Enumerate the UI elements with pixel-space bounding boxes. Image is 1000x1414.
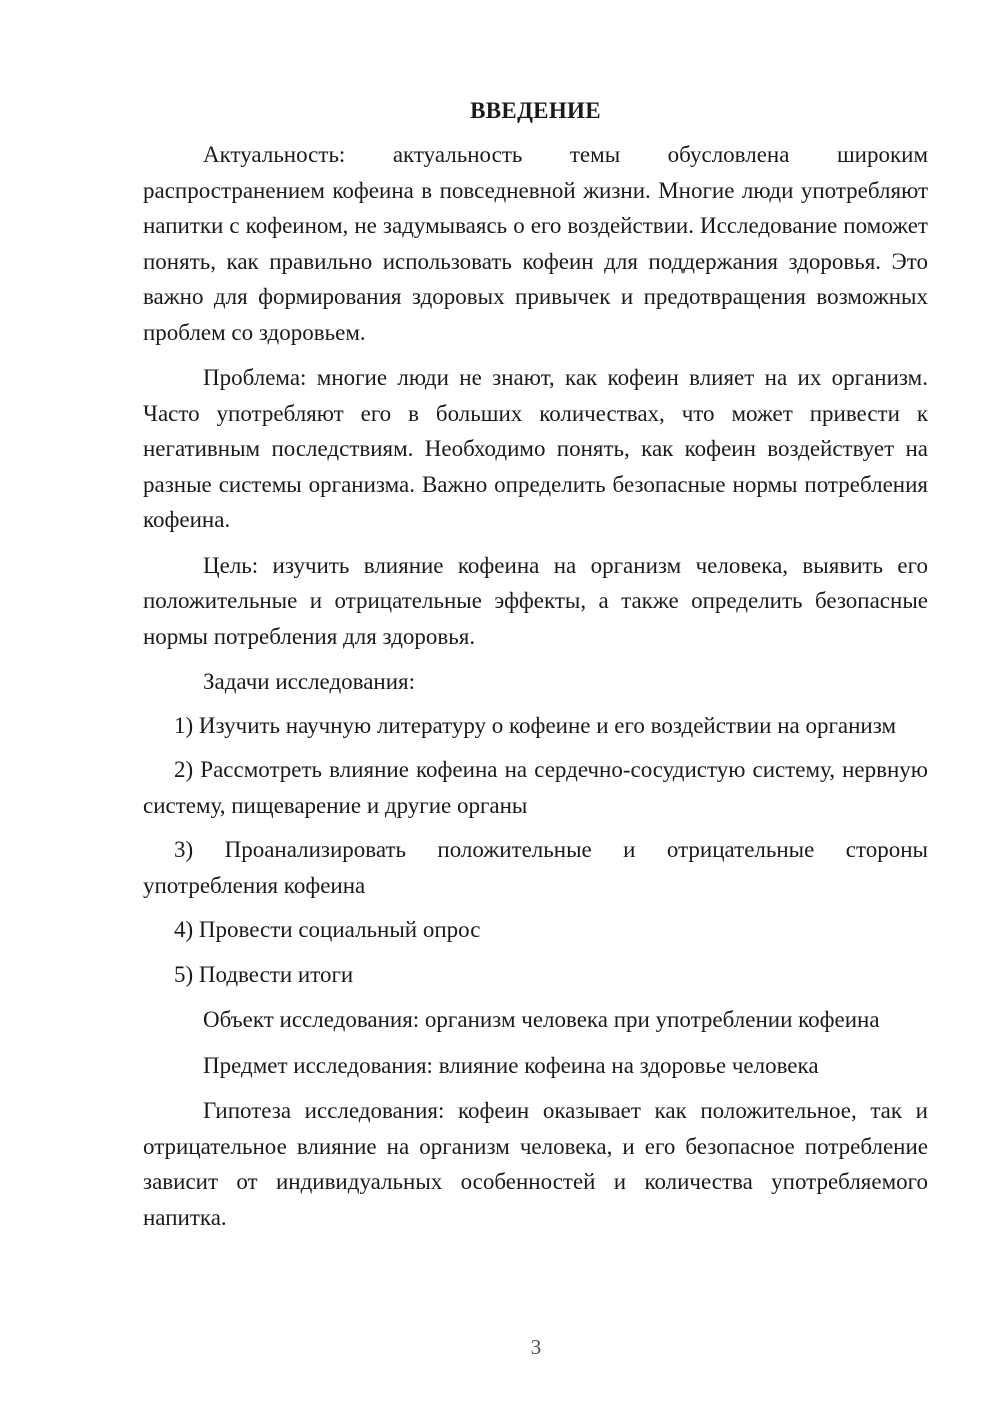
document-page — [143, 96, 928, 1235]
tasks-heading: Задачи исследования: — [203, 669, 416, 694]
section-title: ВВЕДЕНИЕ — [470, 98, 601, 123]
subject-paragraph: Предмет исследования: влияние кофеина на здоровье человека — [203, 1052, 819, 1078]
task-item: 5) Подвести итоги — [174, 961, 354, 987]
task-item: 1) Изучить научную литературу о кофеине и его воздействии на организм — [174, 712, 897, 738]
goal-paragraph: Цель: изучить влияние кофеина на организм человека, выявить его положительные и отрицательные эффекты, а также определить безопасные нормы потребления для здоровья. — [143, 552, 928, 649]
task-item: 4) Провести социальный опрос — [174, 917, 481, 942]
task-item: 3) Проанализировать положительные и отрицательные стороны употребления кофеина — [143, 837, 928, 898]
object-paragraph: Объект исследования: организм человека при употреблении кофеина — [203, 1007, 880, 1032]
task-item: 2) Рассмотреть влияние кофеина на сердечно-сосудистую систему, нервную систему, пищеварение и другие органы — [143, 757, 928, 818]
relevance-paragraph: Актуальность: актуальность темы обусловлена широким распространением кофеина в повседневной жизни. Многие люди употребляют напитки с кофеином, не задумываясь о его воздействии. Исследование поможет понять, как правильно использовать кофеин для поддержания здоровья. Это важно для формирования здоровых привычек и предотвращения возможных проблем со здоровьем. — [143, 142, 928, 345]
problem-paragraph: Проблема: многие люди не знают, как кофеин влияет на их организм. Часто употребляют его в больших количествах, что может привести к негативным последствиям. Необходимо понять, как кофеин воздействует на разные системы организма. Важно определить безопасные нормы потребления кофеина. — [143, 365, 928, 532]
hypothesis-paragraph: Гипотеза исследования: кофеин оказывает как положительное, так и отрицательное влияние на организм человека, и его безопасное потребление зависит от индивидуальных особенностей и количества употребляемого напитка. — [143, 1098, 928, 1230]
page-number: 3 — [530, 1335, 542, 1359]
